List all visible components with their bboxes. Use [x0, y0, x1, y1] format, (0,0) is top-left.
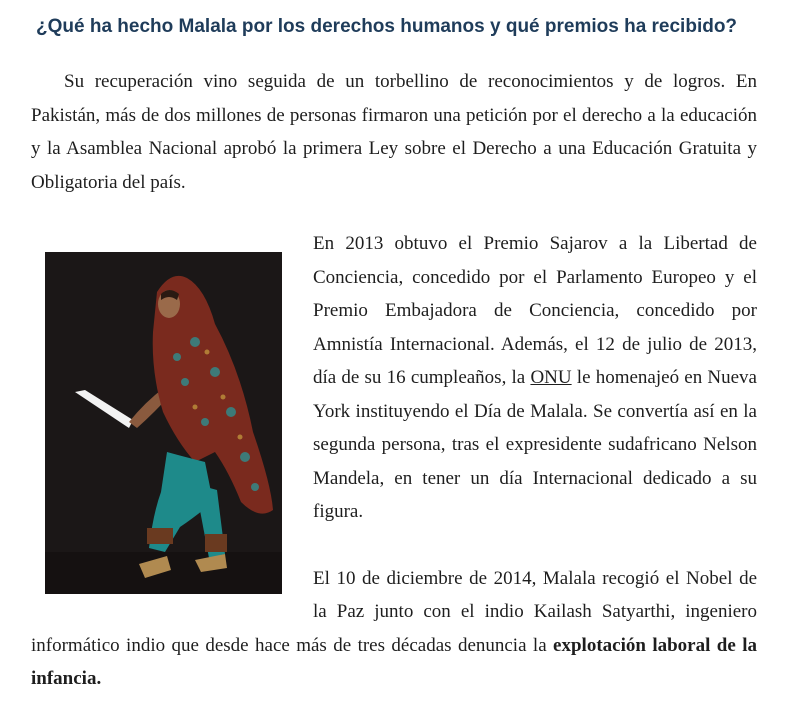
paragraph-awards-text-end: le homenajeó en Nueva York instituyendo el Día de Malala. Se convertía así en la segunda persona, tras el expresidente sudafricano Nelson Mandela, en tener un día Internacional dedicado a su figura.: [313, 367, 757, 522]
onu-link[interactable]: ONU: [530, 367, 572, 388]
article-heading: ¿Qué ha hecho Malala por los derechos humanos y qué premios ha recibido?: [36, 16, 738, 37]
paragraph-nobel-bold: explotación laboral de la infancia.: [31, 634, 757, 689]
awards-section: [31, 227, 757, 696]
malala-photo-illustration: [45, 252, 282, 594]
paragraph-awards-text-start: En 2013 obtuvo el Premio Sajarov a la Libertad de Conciencia, concedido por el Parlamento Europeo y el Premio Embajadora de Conciencia, concedido por Amnistía Internacional. Además, el 12 de julio de 2013, día de su 16 cumpleaños, la: [313, 233, 757, 388]
malala-photo: [45, 252, 282, 594]
paragraph-recovery: Su recuperación vino seguida de un torbellino de reconocimientos y de logros. En Pakistán, más de dos millones de personas firmaron una petición por el derecho a la educación y la Asamblea Nacional aprobó la primera Ley sobre el Derecho a una Educación Gratuita y Obligatoria del país.: [31, 71, 757, 193]
paragraph-nobel-text: El 10 de diciembre de 2014, Malala recogió el Nobel de la Paz junto con el indio Kailash Satyarthi, ingeniero informático indio que desde hace más de tres décadas denuncia la: [31, 567, 757, 656]
